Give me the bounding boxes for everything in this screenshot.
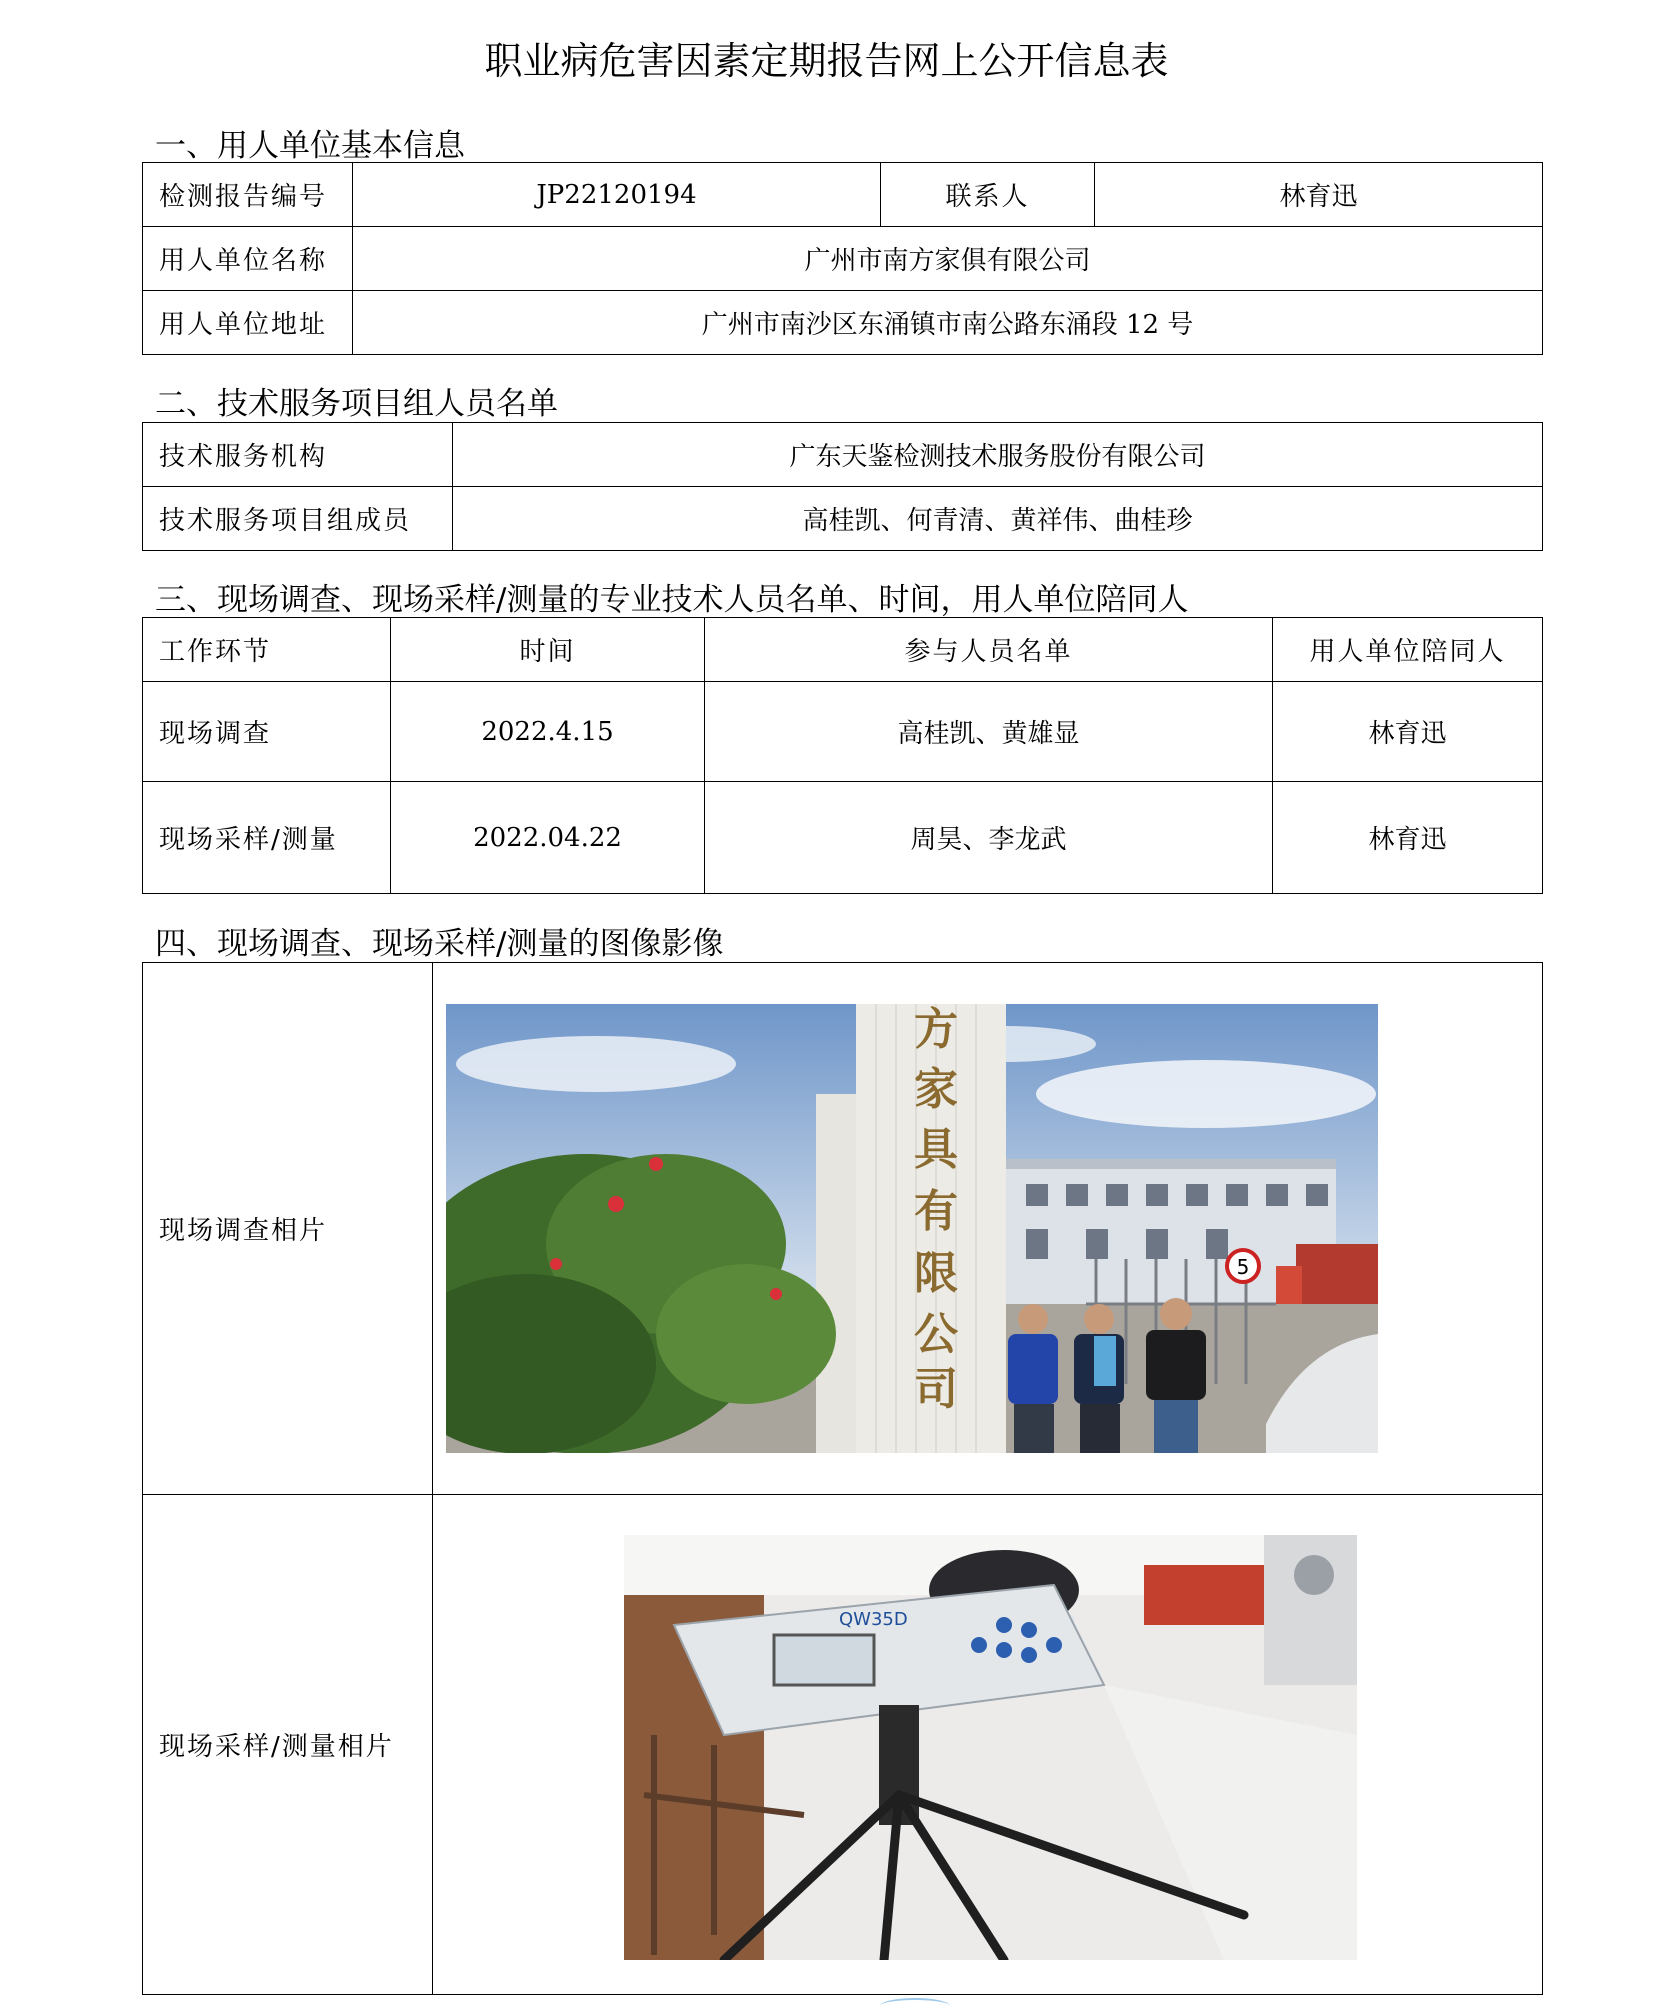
contact-label: 联系人	[881, 163, 1095, 227]
section4-heading: 四、现场调查、现场采样/测量的图像影像	[155, 926, 724, 962]
unit-address-label: 用人单位地址	[143, 291, 353, 355]
sign-char: 具	[914, 1124, 958, 1175]
row-stage: 现场采样/测量	[143, 782, 391, 894]
basic-info-table	[142, 162, 1543, 355]
sign-char: 限	[914, 1248, 958, 1299]
survey-photo-label: 现场调查相片	[143, 963, 433, 1495]
contact-value: 林育迅	[1095, 163, 1543, 227]
row-people: 高桂凯、黄雄显	[705, 682, 1273, 782]
table-row	[143, 782, 1543, 894]
sign-char: 公	[914, 1309, 958, 1360]
org-value: 广东天鉴检测技术服务股份有限公司	[453, 423, 1543, 487]
unit-name-value: 广州市南方家俱有限公司	[353, 227, 1543, 291]
header-time: 时间	[391, 618, 705, 682]
header-people: 参与人员名单	[705, 618, 1273, 682]
survey-photo	[446, 1004, 1378, 1453]
sampling-photo-label: 现场采样/测量相片	[143, 1495, 433, 1995]
page-bottom-mark	[880, 1998, 950, 2014]
svg-text:5: 5	[1236, 1255, 1250, 1279]
row-stage: 现场调查	[143, 682, 391, 782]
table-row	[143, 682, 1543, 782]
members-value: 高桂凯、何青清、黄祥伟、曲桂珍	[453, 487, 1543, 551]
schedule-table	[142, 617, 1543, 894]
section1-heading: 一、用人单位基本信息	[155, 128, 465, 164]
row-time: 2022.4.15	[391, 682, 705, 782]
sign-char: 方	[914, 1004, 958, 1055]
unit-address-value: 广州市南沙区东涌镇市南公路东涌段 12 号	[353, 291, 1543, 355]
instrument-model: QW35D	[839, 1609, 908, 1630]
org-label: 技术服务机构	[143, 423, 453, 487]
unit-name-label: 用人单位名称	[143, 227, 353, 291]
header-stage: 工作环节	[143, 618, 391, 682]
page-title: 职业病危害因素定期报告网上公开信息表	[484, 39, 1169, 83]
row-escort: 林育迅	[1273, 782, 1543, 894]
sign-char: 有	[914, 1186, 958, 1237]
sign-char: 司	[914, 1364, 958, 1415]
row-people: 周昊、李龙武	[705, 782, 1273, 894]
section3-heading: 三、现场调查、现场采样/测量的专业技术人员名单、时间，用人单位陪同人	[155, 582, 1189, 618]
sampling-photo	[624, 1535, 1357, 1960]
row-time: 2022.04.22	[391, 782, 705, 894]
report-no-label: 检测报告编号	[143, 163, 353, 227]
sign-char: 家	[914, 1064, 958, 1115]
report-no-value: JP22120194	[353, 163, 881, 227]
members-label: 技术服务项目组成员	[143, 487, 453, 551]
row-escort: 林育迅	[1273, 682, 1543, 782]
header-escort: 用人单位陪同人	[1273, 618, 1543, 682]
team-table	[142, 422, 1543, 551]
section2-heading: 二、技术服务项目组人员名单	[155, 386, 558, 422]
